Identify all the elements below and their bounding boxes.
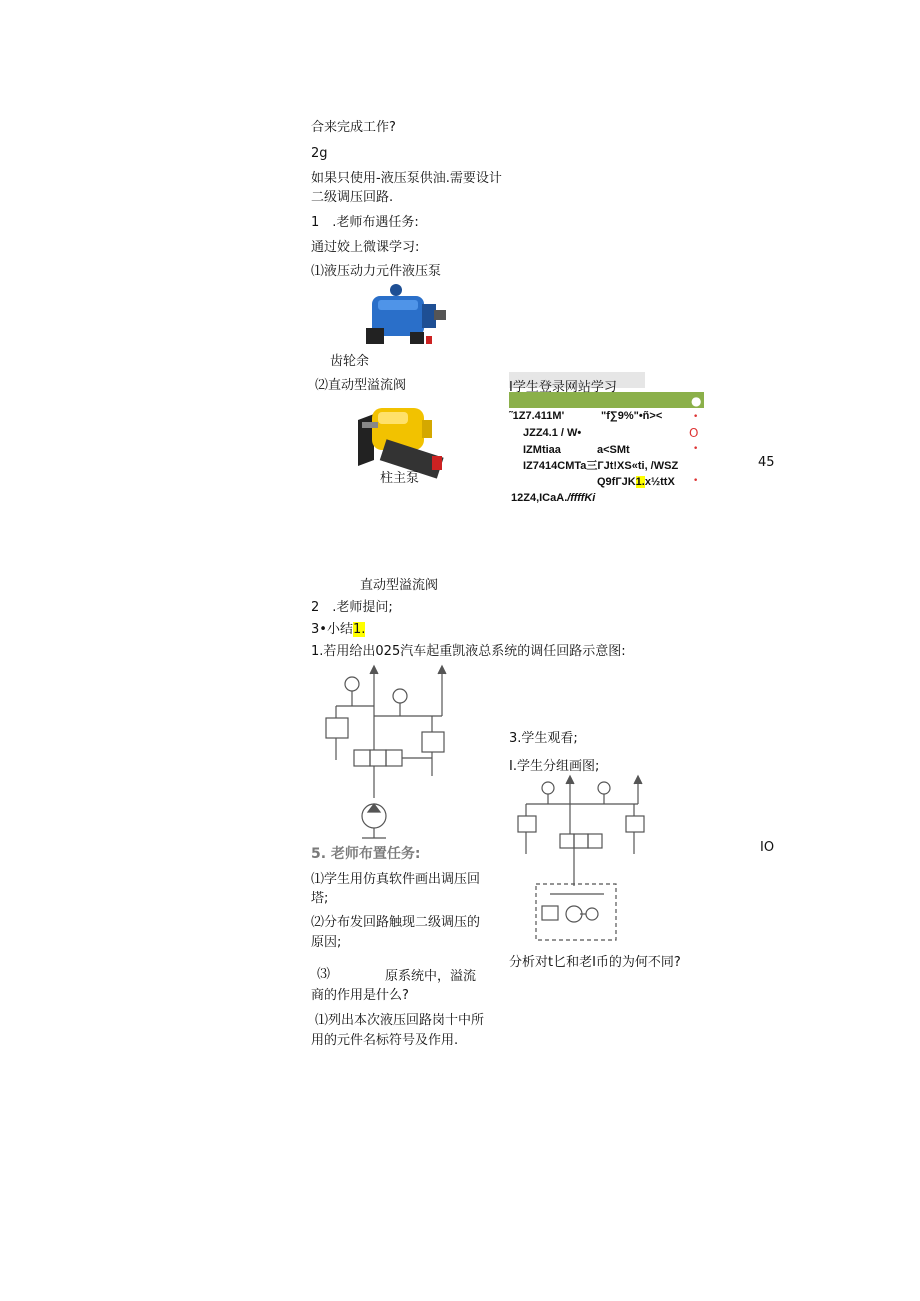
task-5-title: 5. 老师布置任务: bbox=[311, 846, 421, 862]
website-row-3a: IZMtiaa bbox=[523, 444, 561, 456]
right-group-draw: I.学生分组画图; bbox=[509, 759, 600, 774]
website-row-1a: ˜1Z7.411M' bbox=[509, 410, 565, 422]
task-3-number: ⑶ bbox=[317, 967, 331, 982]
website-row-5a: Q9fГJK1.x½ttX bbox=[597, 476, 675, 488]
website-row-4: IZ7414CMTa三ГJt!XS«ti, /WSZ bbox=[523, 460, 679, 472]
page-number-10: IO bbox=[760, 840, 775, 855]
task-3-line-b: 商的作用是什么? bbox=[311, 988, 409, 1003]
website-row-3b: a<SMt bbox=[597, 444, 630, 456]
text-line-5: 1 .老师布遇任务: bbox=[311, 215, 419, 230]
task-1-line-a: ⑴学生用仿真软件画出调压回 bbox=[311, 872, 481, 887]
hydraulic-circuit-diagram-right bbox=[514, 774, 654, 948]
website-screenshot bbox=[509, 372, 704, 507]
bullet-icon: • bbox=[693, 412, 699, 422]
caption-relief-valve: 直动型溢流阀 bbox=[360, 578, 439, 593]
page-number-45: 45 bbox=[758, 455, 775, 470]
right-watch: 3.学生观看; bbox=[509, 731, 578, 746]
website-row-2: JZZ4.1 / W• bbox=[523, 427, 582, 439]
bullet-icon: • bbox=[693, 444, 699, 454]
task-3-line-a: 原系统中，溢流 bbox=[385, 969, 477, 984]
hydraulic-circuit-diagram-left bbox=[316, 664, 456, 844]
text-line-10: 3•小结1. bbox=[311, 622, 366, 637]
task-4-line-b: 用的元件名标符号及作用. bbox=[311, 1033, 459, 1048]
bullet-icon: • bbox=[693, 476, 699, 486]
text-line-3: 如果只使用-液压泵供油.需要设计 bbox=[311, 171, 502, 186]
website-row-1b: "f∑9%"•ñ>< bbox=[601, 410, 663, 422]
text-line-1: 合来完成工作? bbox=[311, 120, 396, 135]
website-menu-icon: ● bbox=[691, 394, 702, 408]
website-row-6: 12Z4,ICaA./ffffKi bbox=[511, 492, 596, 504]
text-line-11: 1.若用给出025汽车起重凯液总系统的调任回路示意图: bbox=[311, 644, 626, 659]
website-title: I学生登录网站学习 bbox=[509, 380, 617, 395]
website-row-2-mark: O bbox=[689, 426, 699, 440]
text-line-9: 2 .老师提问; bbox=[311, 600, 393, 615]
task-2-line-b: 原因; bbox=[311, 935, 342, 950]
gear-pump-photo bbox=[366, 282, 450, 352]
text-line-2: 2g bbox=[311, 146, 328, 161]
task-2-line-a: ⑵分布发回路触现二级调压的 bbox=[311, 915, 481, 930]
text-line-7: ⑴液压动力元件液压泵 bbox=[311, 264, 442, 279]
right-analyze: 分析对t匕和老I币的为何不同? bbox=[509, 955, 681, 970]
caption-gear-pump: 齿轮余 bbox=[330, 354, 370, 369]
text-line-8: ⑵直动型溢流阀 bbox=[315, 378, 407, 393]
caption-piston-pump: 柱主泵 bbox=[380, 471, 420, 486]
task-4-line-a: ⑴列出本次液压回路岗十中所 bbox=[315, 1013, 485, 1028]
task-1-line-b: 塔; bbox=[311, 891, 329, 906]
text-line-4: 二级调压回路. bbox=[311, 190, 394, 205]
text-line-6: 通过姣上微课学习: bbox=[311, 240, 420, 255]
